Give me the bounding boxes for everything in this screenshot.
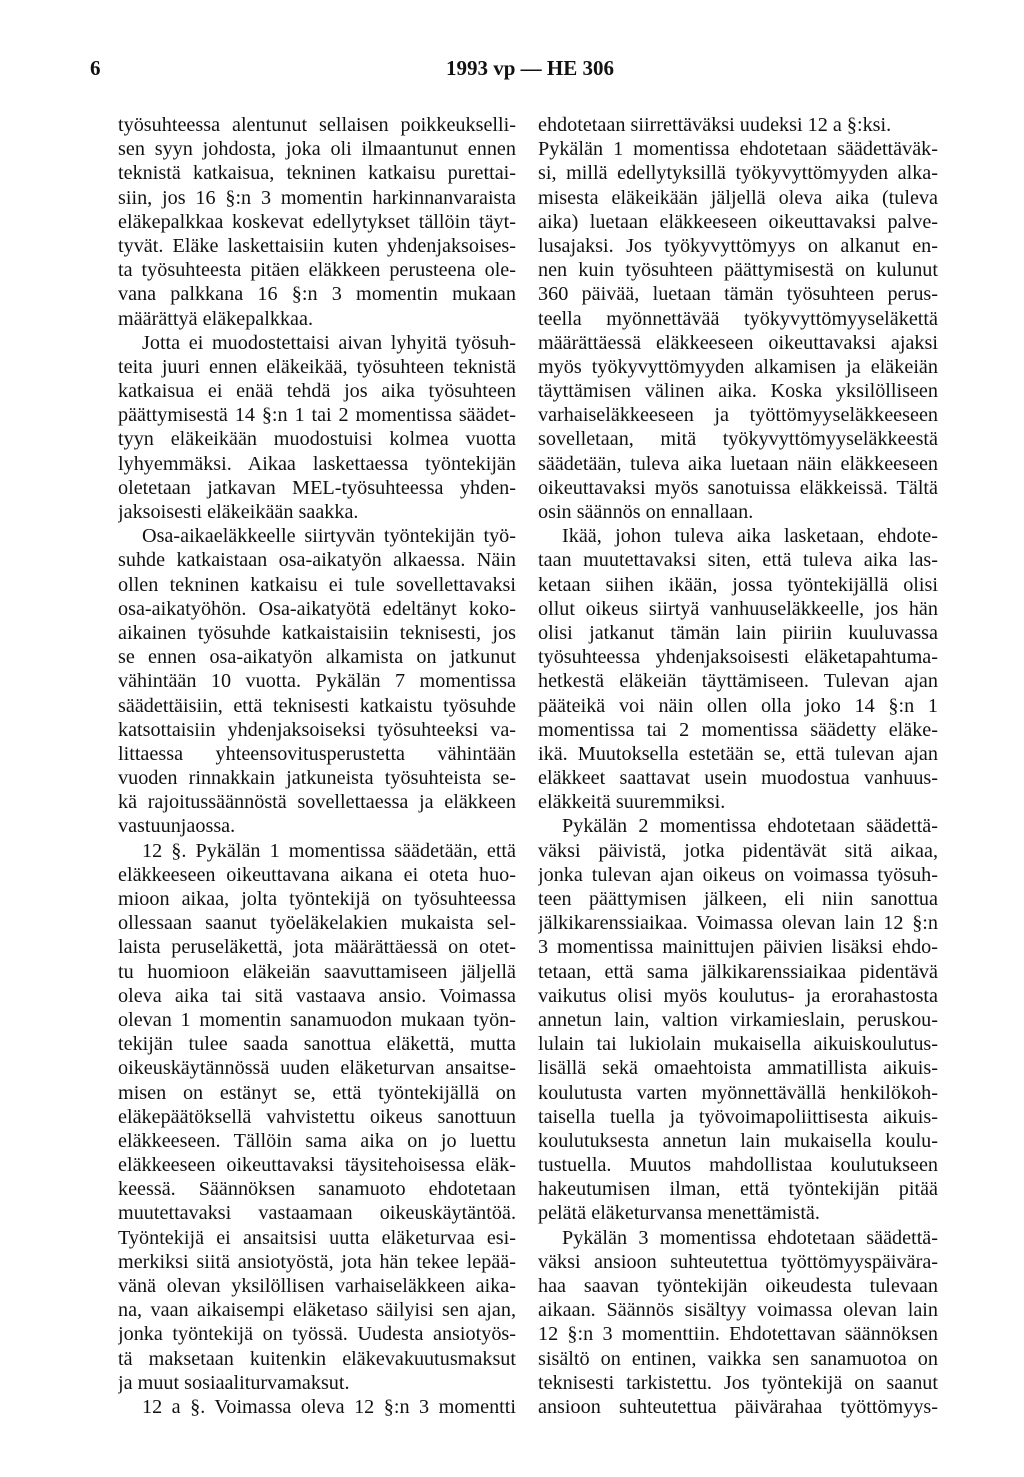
text-line: lulain tai lukiolain mukaisella aikuiskoulutus- — [538, 1033, 938, 1056]
text-line: Pykälän 3 momentissa ehdotetaan säädettä- — [562, 1226, 938, 1249]
text-line: ansioon suhteutettua päivärahaa työttömyys- — [538, 1395, 938, 1418]
text-line: eläkkeeseen oikeuttavaksi täysitehoisessa eläk- — [118, 1154, 516, 1177]
text-line: työsuhteessa yhdenjaksoisesti eläketapahtuma- — [538, 646, 938, 669]
text-line: misen on estänyt se, että työntekijällä on — [118, 1081, 516, 1104]
text-line: väksi päivistä, jotka pidentävät sitä aikaa, — [538, 839, 938, 862]
text-line: osin säännös on ennallaan. — [538, 501, 754, 523]
text-line: ja muut sosiaaliturvamaksut. — [118, 1371, 350, 1394]
text-line: määrättyä eläkepalkkaa. — [118, 307, 314, 330]
text-line: taan muutettavaksi siten, että tuleva aika las- — [538, 549, 938, 572]
text-line: oikeuttavaksi myös sanotuissa eläkkeissä. Tältä — [538, 476, 938, 499]
text-line: vänä olevan yksilöllisen varhaiseläkkeen aika- — [118, 1275, 516, 1297]
text-line: 12 §. Pykälän 1 momentissa säädetään, että — [142, 839, 516, 862]
text-line: sen syyn johdosta, joka oli ilmaantunut ennen — [118, 138, 516, 161]
text-line: täyttämisen välinen aika. Koska yksilölliseen — [538, 380, 938, 403]
text-line: varhaiseläkkeeseen ja työttömyyseläkkeeseen — [538, 404, 938, 427]
text-line: lyhyemmäksi. Aikaa laskettaessa työntekijän — [118, 452, 516, 475]
text-line: jonka työntekijä on työssä. Uudesta ansiotyös- — [118, 1323, 516, 1346]
text-line: eläkkeeseen oikeuttavana aikana ei oteta huo- — [118, 863, 516, 886]
text-line: kä rajoitussäännöstä sovellettaessa ja eläkkeen — [118, 791, 516, 814]
text-line: keessä. Säännöksen sanamuoto ehdotetaan — [118, 1178, 516, 1201]
text-line: ollen tekninen katkaisu ei tule sovellettavaksi — [118, 573, 516, 596]
text-line: osa-aikatyöhön. Osa-aikatyötä edeltänyt koko- — [118, 597, 516, 620]
text-line: ollut oikeus siirtyä vanhuuseläkkeelle, jos hän — [538, 597, 938, 620]
text-line: tustuella. Muutos mahdollistaa koulutukseen — [538, 1154, 938, 1177]
text-line: 12 §:n 3 momenttiin. Ehdotettavan säännöksen — [538, 1323, 938, 1346]
text-line: 3 momentissa mainittujen päivien lisäksi ehdo- — [538, 936, 938, 959]
text-line: Työntekijä ei ansaitsisi uutta eläketurvaa esi- — [118, 1226, 516, 1249]
text-line: littaessa yhteensovitusperustetta vähintään — [118, 742, 516, 765]
text-line: tetaan, että sama jälkikarenssiaikaa pidentävä — [538, 960, 938, 983]
text-line: aika) luetaan eläkkeeseen oikeuttavaksi palve- — [538, 210, 938, 233]
text-line: työsuhteessa alentunut sellaisen poikkeukselli- — [118, 114, 516, 136]
text-line: aikaan. Säännös sisältyy voimassa olevan lain — [538, 1299, 938, 1322]
left-text-column — [118, 113, 516, 1419]
text-line: ollessaan saanut työeläkelakien mukaista sel- — [118, 912, 516, 935]
text-line: sovelletaan, mitä työkyvyttömyyseläkkeestä — [538, 428, 938, 451]
text-line: Ikää, johon tuleva aika lasketaan, ehdote- — [562, 525, 938, 548]
text-line: si, millä edellytyksillä työkyvyttömyyden alka- — [538, 162, 938, 185]
text-line: eläkepäätöksellä vahvistettu oikeus sanottuun — [118, 1105, 516, 1128]
text-line: annetun lain, valtion virkamieslain, peruskou- — [538, 1008, 938, 1031]
text-line: nen kuin työsuhteen päättymisestä on kulunut — [538, 259, 938, 282]
text-line: säädetään, tuleva aika luetaan näin eläkkeeseen — [538, 452, 938, 475]
text-line: eläkkeet saattavat usein muodostua vanhuus- — [538, 767, 938, 790]
text-line: pelätä eläketurvansa menettämistä. — [538, 1202, 820, 1225]
text-line: jälkikarenssiaikaa. Voimassa olevan lain 12 §:n — [538, 912, 938, 935]
text-line: määrättäessä eläkkeeseen oikeuttavaksi ajaksi — [538, 331, 938, 354]
text-line: sisältö on entinen, vaikka sen sanamuotoa on — [538, 1347, 938, 1370]
text-line: suhde katkaistaan osa-aikatyön alkaessa. Näin — [118, 549, 516, 572]
text-line: olevan 1 momentin sanamuodon mukaan työn- — [118, 1008, 516, 1031]
text-line: ketaan siihen ikään, jossa työntekijällä olisi — [538, 573, 938, 596]
text-line: se ennen osa-aikatyön alkamista on jatkunut — [118, 646, 516, 669]
text-line: katkaisua ei enää tehdä jos aika työsuhteen — [118, 380, 516, 403]
text-line: Osa-aikaeläkkeelle siirtyvän työntekijän työ- — [142, 525, 516, 548]
text-line: aikainen työsuhde katkaistaisiin teknisesti, jos — [118, 621, 516, 644]
text-line: oletetaan jatkavan MEL-työsuhteessa yhden- — [118, 476, 516, 499]
text-line: tekijän tulee saada sanottua eläkettä, mutta — [118, 1033, 516, 1056]
text-line: 360 päivää, luetaan tämän työsuhteen perus- — [538, 283, 938, 306]
text-line: hetkestä eläkeiän täyttämiseen. Tulevan ajan — [538, 670, 938, 693]
text-line: na, vaan aikaisempi eläketaso säilyisi sen ajan, — [118, 1299, 516, 1322]
text-line: vaikutus olisi myös koulutus- ja erorahastosta — [538, 984, 938, 1007]
text-line: merkiksi siitä ansiotyöstä, jota hän tekee lepää- — [118, 1250, 516, 1273]
text-line: vana palkkana 16 §:n 3 momentin mukaan — [118, 283, 516, 306]
text-line: teknistä katkaisua, tekninen katkaisu purettai- — [118, 162, 516, 185]
text-line: vuoden rinnakkain jatkuneista työsuhteista se- — [118, 767, 516, 790]
text-line: eläkepalkkaa koskevat edellytykset tällöin täyt- — [118, 210, 516, 233]
text-line: väksi ansioon suhteutettua työttömyyspäivära- — [538, 1250, 938, 1273]
text-line: katsottaisiin yhdenjaksoiseksi työsuhteeksi va- — [118, 718, 516, 741]
text-line: päättymisestä 14 §:n 1 tai 2 momentissa säädet- — [118, 404, 516, 427]
text-line: eläkkeitä suuremmiksi. — [538, 791, 726, 814]
text-line: oikeuskäytännössä uuden eläketurvan ansaitse- — [118, 1057, 516, 1080]
text-line: hakeutumisen ilman, että työntekijän pitää — [538, 1178, 938, 1201]
page-number: 6 — [90, 56, 101, 80]
text-line: muutettavaksi vastaamaan oikeuskäytäntöä. — [118, 1202, 516, 1225]
text-line: lisällä sekä omaehtoista ammatillista aikuis- — [538, 1057, 938, 1080]
text-line: tyyn eläkeikään muodostuisi kolmea vuotta — [118, 428, 516, 451]
right-text-column — [538, 113, 938, 1419]
text-line: tu huomioon eläkeiän saavuttamiseen jäljellä — [118, 960, 516, 983]
text-line: vähintään 10 vuotta. Pykälän 7 momentissa — [118, 670, 516, 693]
text-line: koulutusta varten myönnettävällä henkilökoh- — [538, 1081, 938, 1104]
text-line: Jotta ei muodostettaisi aivan lyhyitä työsuh- — [142, 331, 516, 354]
text-line: misesta eläkeikään jäljellä oleva aika (tuleva — [538, 186, 938, 209]
text-line: ehdotetaan siirrettäväksi uudeksi 12 a §:ksi. — [538, 114, 892, 136]
text-line: teknisesti tarkistettu. Jos työntekijä on saanut — [538, 1371, 938, 1394]
text-line: momentissa tai 2 momentissa säädetty eläke- — [538, 718, 938, 741]
text-line: Pykälän 1 momentissa ehdotetaan säädettäväk- — [538, 138, 938, 161]
text-line: vastuunjaossa. — [118, 815, 236, 838]
text-line: mioon aikaa, jolta työntekijä on työsuhteessa — [118, 888, 516, 910]
text-line: laista peruseläkettä, jota määrättäessä on otet- — [118, 936, 516, 959]
page-header — [90, 56, 970, 86]
text-line: pääteikä voi näin ollen olla joko 14 §:n 1 — [538, 694, 938, 717]
text-line: teen päättymisen jälkeen, eli niin sanottua — [538, 888, 938, 910]
text-line: myös työkyvyttömyyden alkamisen ja eläkeiän — [538, 355, 938, 378]
text-line: olisi jatkanut tämän lain piiriin kuuluvassa — [538, 621, 938, 644]
text-line: taisella tuella ja työvoimapoliittisesta aikuis- — [538, 1105, 938, 1128]
text-line: tyvät. Eläke laskettaisiin kuten yhdenjaksoises- — [118, 234, 516, 257]
text-line: jaksoisesti eläkeikään saakka. — [118, 501, 359, 523]
text-line: jonka tulevan ajan oikeus on voimassa työsuh- — [538, 863, 938, 886]
text-line: eläkkeeseen. Tällöin sama aika on jo luettu — [118, 1129, 516, 1152]
text-line: lusajaksi. Jos työkyvyttömyys on alkanut en- — [538, 234, 938, 257]
text-line: 12 a §. Voimassa oleva 12 §:n 3 momentti — [142, 1395, 516, 1418]
text-line: Pykälän 2 momentissa ehdotetaan säädettä- — [562, 815, 938, 838]
text-line: ta työsuhteesta pitäen eläkkeen perusteena ole- — [118, 259, 516, 282]
running-title: 1993 vp — HE 306 — [445, 56, 615, 80]
text-line: haa saavan työntekijän oikeudesta tulevaan — [538, 1275, 938, 1297]
text-line: säädettäisiin, että teknisesti katkaistu työsuhde — [118, 694, 516, 717]
text-line: teella myönnettävää työkyvyttömyyseläkettä — [538, 307, 938, 330]
text-line: koulutuksesta annetun lain mukaisella koulu- — [538, 1129, 938, 1152]
text-line: siin, jos 16 §:n 3 momentin harkinnanvaraista — [118, 186, 516, 209]
text-line: oleva aika tai sitä vastaava ansio. Voimassa — [118, 984, 516, 1007]
text-line: ikä. Muutoksella estetään se, että tulevan ajan — [538, 742, 938, 765]
text-line: teita juuri ennen eläkeikää, työsuhteen teknistä — [118, 355, 516, 378]
text-line: tä maksetaan kuitenkin eläkevakuutusmaksut — [118, 1347, 516, 1370]
